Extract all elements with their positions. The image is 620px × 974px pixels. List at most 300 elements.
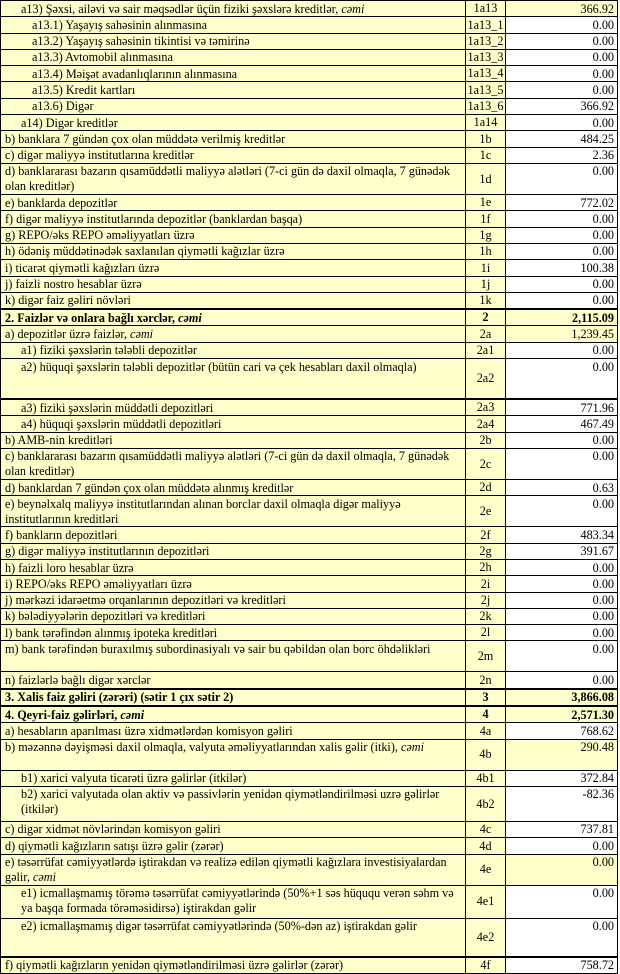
row-code-cell [465, 1, 505, 16]
table-row [1, 640, 617, 671]
row-label-cell [1, 958, 465, 973]
row-code: 2h [479, 560, 492, 575]
row-code-cell [465, 17, 505, 32]
row-value: 391.67 [580, 544, 614, 559]
row-value-cell [505, 343, 617, 358]
row-code: 4a [479, 723, 492, 738]
row-label: a2) hüquqi şəxslərin tələbli depozitlər (bütün cari və çek hesabları daxil olmaqla) [21, 359, 417, 374]
row-value-cell [505, 480, 617, 495]
row-code-cell [465, 576, 505, 591]
row-value: 0.00 [592, 838, 614, 853]
row-value: 100.38 [580, 260, 614, 275]
row-code: 2a1 [476, 342, 495, 357]
row-value-cell [505, 310, 617, 325]
row-value: 0.00 [592, 886, 614, 901]
table-row [1, 575, 617, 591]
row-label: c) digər maliyyə institutlarına kreditlər [5, 148, 194, 163]
row-code-cell [465, 310, 505, 325]
row-value: 758.72 [580, 958, 614, 973]
row-label: f) digər maliyyə institutlarında depozitlər (banklardan başqa) [5, 211, 303, 226]
row-label-cell [1, 260, 465, 275]
row-code: 1a13_1 [467, 17, 504, 32]
row-label: a13.1) Yaşayış sahəsinin alınmasına [32, 17, 208, 32]
row-code-cell [465, 326, 505, 341]
row-label-cell [1, 855, 465, 885]
table-row [1, 227, 617, 243]
row-value: 2,571.30 [571, 707, 614, 722]
table-row [1, 705, 617, 722]
row-label-cell [1, 1, 465, 16]
row-code-cell [465, 641, 505, 671]
row-label-cell [1, 131, 465, 146]
row-value: 0.00 [592, 34, 614, 49]
row-value-cell [505, 855, 617, 885]
row-value-cell [505, 277, 617, 292]
row-code-cell [465, 480, 505, 495]
row-label-cell [1, 416, 465, 431]
row-code-cell [465, 277, 505, 292]
row-label-cell [1, 115, 465, 130]
row-code-cell [465, 343, 505, 358]
row-value: 366.92 [580, 99, 614, 114]
row-label: j) faizli nostro hesablar üzrə [5, 277, 142, 292]
row-label-cell [1, 480, 465, 495]
row-value: 0.00 [592, 919, 614, 934]
row-code: 1j [480, 276, 491, 291]
row-label: g) digər maliyyə institutlarının depozitləri [5, 544, 210, 559]
row-code: 2a4 [476, 416, 495, 431]
table-row [1, 325, 617, 341]
row-label-cell [1, 771, 465, 786]
row-code: 2m [477, 649, 494, 664]
row-code-cell [465, 527, 505, 542]
row-code: 4 [482, 707, 489, 722]
row-label-cell [1, 195, 465, 210]
row-value: 0.00 [592, 496, 614, 511]
row-value-cell [505, 771, 617, 786]
row-value-cell [505, 560, 617, 575]
row-code: 1a13 [473, 1, 498, 16]
row-code-cell [465, 723, 505, 738]
row-code: 2 [482, 310, 489, 325]
row-code-cell [465, 228, 505, 243]
row-value-cell [505, 326, 617, 341]
row-value: 0.00 [592, 293, 614, 308]
row-label-cell [1, 449, 465, 479]
row-code: 4e1 [476, 894, 495, 909]
row-code-cell [465, 50, 505, 65]
row-code: 2n [479, 672, 492, 687]
row-value: 0.00 [592, 609, 614, 624]
row-label: j) mərkəzi idarəetmə orqanlarının depozitləri və kreditləri [5, 593, 286, 608]
row-code-cell [465, 771, 505, 786]
row-value: 366.92 [580, 1, 614, 16]
row-label-cell [1, 17, 465, 32]
row-value: 0.00 [592, 576, 614, 591]
row-label-cell [1, 723, 465, 738]
row-label: a) hesabların aparılması üzrə xidmətlərdən komisyon gəliri [5, 723, 293, 738]
table-row [1, 543, 617, 559]
row-label: a13.2) Yaşayış sahəsinin tikintisi və təmirinə [32, 34, 250, 49]
table-row [1, 210, 617, 226]
row-code-cell [465, 496, 505, 526]
table-row [1, 33, 617, 49]
row-label: h) ödəniş müddətinədək saxlanılan qiymətli kağızlar üzrə [5, 244, 285, 259]
row-value: 2,115.09 [572, 310, 614, 325]
row-label-cell [1, 886, 465, 918]
row-label-cell [1, 544, 465, 559]
row-code: 1b [479, 131, 492, 146]
row-code-cell [465, 433, 505, 448]
table-row [1, 49, 617, 65]
row-label: b1) xarici valyuta ticarəti üzrə gəlirlər (itkilər) [21, 771, 247, 786]
row-value-cell [505, 496, 617, 526]
row-code: 1a13_6 [467, 99, 504, 114]
row-value-cell [505, 576, 617, 591]
row-label: a13.6) Digər [32, 99, 94, 114]
row-label-italic-suffix: cəmi [341, 1, 365, 16]
row-code: 2b [479, 432, 492, 447]
row-code-cell [465, 672, 505, 687]
row-value: 0.00 [592, 359, 614, 374]
row-code-cell [465, 690, 505, 705]
row-value: 771.96 [580, 400, 614, 415]
row-code: 1a13_3 [467, 50, 504, 65]
row-label-cell [1, 609, 465, 624]
table-row [1, 342, 617, 358]
row-code-cell [465, 416, 505, 431]
row-label-cell [1, 690, 465, 705]
row-code: 2l [480, 625, 491, 640]
row-value-cell [505, 544, 617, 559]
row-label: a13.3) Avtomobil alınmasına [32, 50, 173, 65]
row-label: f) qiymətli kağızların yenidən qiymətləndirilməsi üzrə gəlirlər (zərər) [5, 958, 344, 973]
row-value-cell [505, 740, 617, 770]
row-value: 483.34 [580, 527, 614, 542]
row-value: 0.00 [592, 449, 614, 464]
row-code: 2d [479, 480, 492, 495]
row-label-cell [1, 641, 465, 671]
row-label-cell [1, 593, 465, 608]
row-value-cell [505, 359, 617, 398]
row-label: a4) hüquqi şəxslərin müddətli depozitləri [21, 416, 222, 431]
row-code-cell [465, 66, 505, 81]
row-code: 1a14 [473, 115, 498, 130]
row-value: 737.81 [580, 822, 614, 837]
row-label-cell [1, 527, 465, 542]
row-value-cell [505, 449, 617, 479]
row-label: b) banklara 7 gündən çox olan müddətə verilmiş kreditlər [5, 131, 286, 146]
row-value: 290.48 [580, 740, 614, 755]
table-row [1, 147, 617, 163]
row-code-cell [465, 359, 505, 398]
table-row [1, 432, 617, 448]
table-row [1, 786, 617, 821]
row-code-cell [465, 886, 505, 918]
row-value-cell [505, 50, 617, 65]
row-code: 1h [479, 244, 492, 259]
row-label-cell [1, 496, 465, 526]
row-value-cell [505, 131, 617, 146]
table-row [1, 722, 617, 738]
row-code: 1k [479, 293, 492, 308]
row-value: 1,239.45 [571, 326, 614, 341]
table-row [1, 770, 617, 786]
table-row [1, 292, 617, 308]
row-label-cell [1, 740, 465, 770]
row-value: 372.84 [580, 771, 614, 786]
row-code-cell [465, 449, 505, 479]
row-label: e1) icmallaşmamış törəmə təsərrüfat cəmiyyətlərində (50%+1 səs hüququ verən səhm və ya başqa formada törəməsidirsə) iştirakdan gəlir [21, 886, 454, 915]
row-code: 1a13_5 [467, 82, 504, 97]
row-label: d) banklardan 7 gündən çox olan müddətə alınmış kreditlər [5, 480, 294, 495]
row-value-cell [505, 609, 617, 624]
row-value-cell [505, 66, 617, 81]
table-row [1, 559, 617, 575]
row-value-cell [505, 527, 617, 542]
row-code: 1e [479, 195, 492, 210]
row-value: 0.00 [592, 277, 614, 292]
row-value: 0.63 [592, 480, 614, 495]
row-label-italic-suffix: cəmi [130, 326, 154, 341]
row-label-cell [1, 576, 465, 591]
row-label: 2. Faizlər və onlara bağlı xərclər, [5, 310, 179, 325]
table-row [1, 81, 617, 97]
row-value-cell [505, 690, 617, 705]
table-row [1, 854, 617, 885]
row-value-cell [505, 244, 617, 259]
row-label-cell [1, 919, 465, 956]
row-label: a13.5) Kredit kartları [32, 82, 136, 97]
row-code: 4d [479, 838, 492, 853]
row-value: 0.00 [592, 82, 614, 97]
row-value-cell [505, 82, 617, 97]
row-label: a13) Şəxsi, ailəvi və sair məqsədlər üçün fiziki şəxslərə kreditlər, [21, 1, 342, 16]
table-row [1, 956, 617, 973]
table-row [1, 918, 617, 956]
row-value: 3,866.08 [571, 690, 614, 705]
row-label-italic-suffix: cəmi [120, 707, 145, 722]
row-code-cell [465, 740, 505, 770]
row-label: 4. Qeyri-faiz gəlirləri, [5, 707, 121, 722]
row-label-cell [1, 228, 465, 243]
row-label: e) beynəlxalq maliyyə institutlarından alınan borclar daxil olmaqla digər maliyyə institutlarının kreditləri [5, 496, 401, 526]
row-value: 0.00 [592, 115, 614, 130]
row-code-cell [465, 787, 505, 821]
row-value-cell [505, 1, 617, 16]
row-value: 0.00 [592, 244, 614, 259]
row-label: g) REPO/əks REPO əməliyyatları üzrə [5, 228, 195, 243]
row-label-cell [1, 838, 465, 853]
row-code-cell [465, 707, 505, 722]
row-code: 3 [482, 690, 489, 705]
row-value-cell [505, 228, 617, 243]
row-label-cell [1, 148, 465, 163]
row-value-cell [505, 99, 617, 114]
row-label: b2) xarici valyutada olan aktiv və passivlərin yenidən qiymətləndirilməsi uzrə gəlirlər (itkilər) [21, 787, 440, 817]
table-row [1, 65, 617, 81]
row-label: e2) icmallaşmamış digər təsərrüfat cəmiyyətlərində (50%-dən az) iştirakdan gəlir [21, 919, 417, 934]
row-label-cell [1, 787, 465, 821]
row-value-cell [505, 211, 617, 226]
row-code-cell [465, 293, 505, 308]
row-label: i) ticarət qiymətli kağızları üzrə [5, 260, 160, 275]
row-code: 1a13_2 [467, 33, 504, 48]
row-label-cell [1, 277, 465, 292]
row-label-cell [1, 211, 465, 226]
table-row [1, 592, 617, 608]
row-code: 2k [479, 609, 492, 624]
row-label: a) depozitlər üzrə faizlər, [5, 326, 131, 341]
row-label: e) banklarda depozitlər [5, 195, 118, 210]
row-code: 1i [480, 260, 491, 275]
row-value: 0.00 [592, 433, 614, 448]
row-value: 0.00 [592, 50, 614, 65]
table-row [1, 163, 617, 194]
row-value: 0.00 [592, 211, 614, 226]
row-code-cell [465, 822, 505, 837]
table-row [1, 624, 617, 640]
row-code: 2c [479, 456, 492, 471]
row-code: 2e [479, 503, 492, 518]
row-value-cell [505, 34, 617, 49]
row-value: 0.00 [592, 641, 614, 656]
row-code-cell [465, 544, 505, 559]
row-value-cell [505, 293, 617, 308]
row-code: 4b1 [476, 770, 495, 785]
row-label-cell [1, 400, 465, 415]
table-row [1, 688, 617, 705]
row-value: 768.62 [580, 723, 614, 738]
row-value-cell [505, 260, 617, 275]
table-row [1, 114, 617, 130]
table-row [1, 243, 617, 259]
row-value-cell [505, 672, 617, 687]
row-value: 0.00 [592, 228, 614, 243]
row-code: 4e2 [476, 929, 495, 944]
row-label-cell [1, 244, 465, 259]
row-code: 4c [479, 822, 492, 837]
row-code-cell [465, 148, 505, 163]
row-label: d) banklararası bazarın qısamüddətli maliyyə alətləri (7-ci gün də daxil olmaqla, 7 günədək olan kreditlər) [5, 164, 451, 194]
row-value: 0.00 [592, 672, 614, 687]
table-row [1, 448, 617, 479]
row-label: m) bank tərəfindən buraxılmış subordinasiyalı və sair bu qəbildən olan borc öhdəlikləri [5, 641, 431, 656]
row-label: b) AMB-nin kreditləri [5, 433, 113, 448]
row-label: k) digər faiz gəliri növləri [5, 293, 131, 308]
row-label-cell [1, 82, 465, 97]
row-value-cell [505, 195, 617, 210]
row-value: 0.00 [592, 593, 614, 608]
table-row [1, 821, 617, 837]
row-value: 0.00 [592, 560, 614, 575]
row-code-cell [465, 560, 505, 575]
table-row [1, 16, 617, 32]
row-code-cell [465, 164, 505, 194]
table-row [1, 885, 617, 918]
row-value-cell [505, 707, 617, 722]
row-label-cell [1, 359, 465, 398]
row-value-cell [505, 886, 617, 918]
row-value: 0.00 [592, 855, 614, 870]
row-value-cell [505, 115, 617, 130]
row-label-cell [1, 310, 465, 325]
row-value: 0.00 [592, 66, 614, 81]
table-row [1, 608, 617, 624]
row-code-cell [465, 131, 505, 146]
row-value-cell [505, 400, 617, 415]
row-code-cell [465, 625, 505, 640]
row-label-italic-suffix: cəmi [32, 869, 56, 884]
row-label: d) qiymətli kağızların satışı üzrə gəlir (zərər) [5, 838, 224, 853]
row-value-cell [505, 787, 617, 821]
row-code-cell [465, 82, 505, 97]
row-label-cell [1, 560, 465, 575]
row-code: 4b2 [476, 796, 495, 811]
table-row [1, 479, 617, 495]
row-code-cell [465, 400, 505, 415]
row-code: 1f [480, 211, 491, 226]
row-code-cell [465, 919, 505, 956]
row-code-cell [465, 609, 505, 624]
row-value: 0.00 [592, 625, 614, 640]
table-row [1, 526, 617, 542]
table-row [1, 130, 617, 146]
row-code: 4f [480, 957, 491, 972]
row-label: c) banklararası bazarın qısamüddətli maliyyə alətləri (7-ci gün də daxil olmaqla, 7 günədək olan kreditlər) [5, 449, 450, 479]
row-value-cell [505, 958, 617, 973]
row-value-cell [505, 723, 617, 738]
row-label-cell [1, 343, 465, 358]
row-value-cell [505, 822, 617, 837]
row-value: -82.36 [582, 787, 614, 802]
row-label: n) faizlərlə bağlı digər xərclər [5, 672, 151, 687]
table-row [1, 276, 617, 292]
row-code: 1d [479, 171, 492, 186]
row-value-cell [505, 641, 617, 671]
row-label-italic-suffix: cəmi [400, 740, 424, 755]
table-row [1, 837, 617, 853]
row-value-cell [505, 433, 617, 448]
row-label-cell [1, 50, 465, 65]
row-label-cell [1, 433, 465, 448]
row-value-cell [505, 593, 617, 608]
row-label-cell [1, 326, 465, 341]
row-code: 2a3 [476, 400, 495, 415]
table-row [1, 398, 617, 415]
row-code: 1a13_4 [467, 66, 504, 81]
row-code-cell [465, 195, 505, 210]
row-code-cell [465, 855, 505, 885]
row-code: 2j [480, 592, 491, 607]
row-value-cell [505, 838, 617, 853]
table-row [1, 259, 617, 275]
row-code: 2i [480, 576, 491, 591]
row-label: a14) Digər kreditlər [21, 115, 118, 130]
row-code: 4e [479, 862, 492, 877]
row-code: 2a [479, 326, 492, 341]
row-label: a13.4) Məişət avadanlıqlarının alınmasına [32, 66, 238, 81]
row-value-cell [505, 164, 617, 194]
row-code-cell [465, 211, 505, 226]
row-code-cell [465, 34, 505, 49]
table-row [1, 415, 617, 431]
row-value-cell [505, 919, 617, 956]
row-label-cell [1, 66, 465, 81]
row-label: h) faizli loro hesablar üzrə [5, 560, 134, 575]
row-value: 0.00 [592, 17, 614, 32]
row-code: 1c [479, 147, 492, 162]
